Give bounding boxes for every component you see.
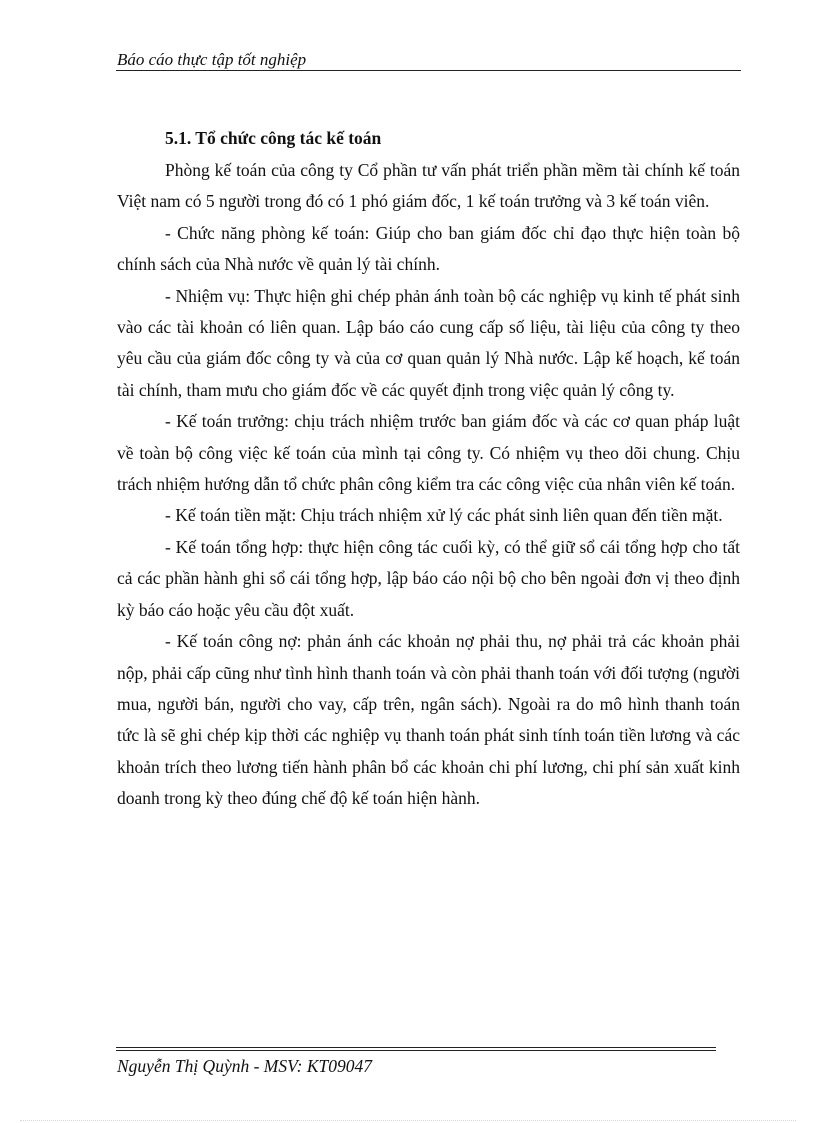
footer-divider-top bbox=[116, 1047, 716, 1048]
paragraph-duties: - Nhiệm vụ: Thực hiện ghi chép phản ánh toàn bộ các nghiệp vụ kinh tế phát sinh vào các tài khoản có liên quan. Lập báo cáo cung cấp số liệu, tài liệu của công ty theo yêu cầu của giám đốc công ty và của cơ quan quản lý Nhà nước. Lập kế hoạch, kế toán tài chính, tham mưu cho giám đốc về các quyết định trong việc quản lý công ty. bbox=[117, 285, 740, 400]
paragraph-chief-accountant: - Kế toán trưởng: chịu trách nhiệm trước ban giám đốc và các cơ quan pháp luật về toàn bộ công việc kế toán của mình tại công ty. Có nhiệm vụ theo dõi chung. Chịu trách nhiệm hướng dẫn tổ chức phân công kiểm tra các công việc của nhân viên kế toán. bbox=[117, 411, 740, 495]
main-content bbox=[117, 125, 740, 815]
paragraph-cash-accountant: - Kế toán tiền mặt: Chịu trách nhiệm xử lý các phát sinh liên quan đến tiền mặt. bbox=[165, 505, 723, 526]
paragraph-function: - Chức năng phòng kế toán: Giúp cho ban giám đốc chỉ đạo thực hiện toàn bộ chính sách của Nhà nước về quản lý tài chính. bbox=[117, 222, 740, 275]
page-bottom-border bbox=[20, 1120, 796, 1121]
page-footer-author: Nguyễn Thị Quỳnh - MSV: KT09047 bbox=[117, 1056, 373, 1076]
section-heading: 5.1. Tổ chức công tác kế toán bbox=[165, 128, 382, 148]
paragraph-debt-accountant: - Kế toán công nợ: phản ánh các khoản nợ phải thu, nợ phải trả các khoản phải nộp, phải cấp cũng như tình hình thanh toán và còn phải thanh toán với đối tượng (người mua, người bán, người cho vay, cấp trên, ngân sách). Ngoài ra do mô hình thanh toán tức là sẽ ghi chép kịp thời các nghiệp vụ thanh toán phát sinh tính toán tiền lương và các khoản trích theo lương tiến hành phân bổ các khoản chi phí lương, chi phí sản xuất kinh doanh trong kỳ theo đúng chế độ kế toán hiện hành. bbox=[117, 631, 740, 809]
paragraph-intro: Phòng kế toán của công ty Cổ phần tư vấn phát triển phần mềm tài chính kế toán Việt nam có 5 người trong đó có 1 phó giám đốc, 1 kế toán trưởng và 3 kế toán viên. bbox=[117, 160, 740, 212]
header-divider bbox=[116, 70, 741, 71]
footer-divider-bottom bbox=[116, 1050, 716, 1051]
page-header-title: Báo cáo thực tập tốt nghiệp bbox=[117, 50, 307, 69]
paragraph-general-accountant: - Kế toán tổng hợp: thực hiện công tác cuối kỳ, có thể giữ sổ cái tổng hợp cho tất cả các phần hành ghi sổ cái tổng hợp, lập báo cáo nội bộ cho bên ngoài đơn vị theo định kỳ báo cáo hoặc yêu cầu đột xuất. bbox=[117, 536, 740, 620]
